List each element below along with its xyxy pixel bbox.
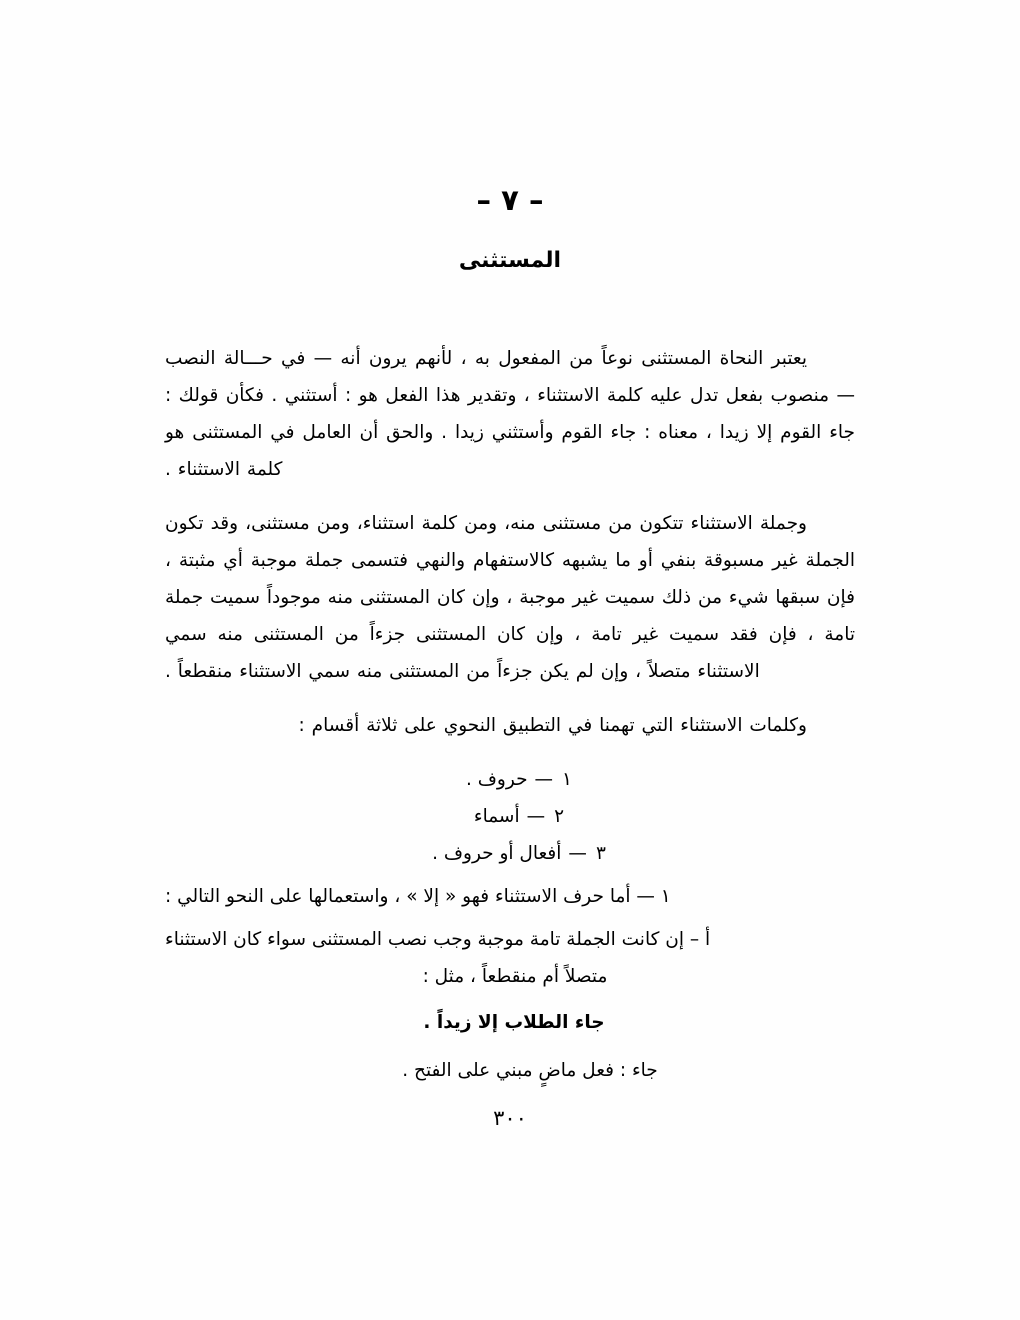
list-item-label: حروف . (465, 769, 528, 790)
rule-a-line-2: متصلاً أم منقطعاً ، مثل : (422, 966, 608, 987)
paragraph-2: وجملة الاستثناء تتكون من مستثنى منه، ومن كلمة استثناء، ومن مستثنى، وقد تكون الجملة غير مسبوقة بنفي أو ما يشبهه كالاستفهام والنهي فتسمى جملة موجبة أي مثبتة ، فإن سبقها شيء من ذلك سميت غير موجبة ، وإن كان المستثنى منه موجوداً سميت جملة تامة ، فإن فقد سميت غير تامة ، وإن كان المستثنى جزءاً من المستثنى منه سمي الاستثناء متصلاً ، وإن لم يكن جزءاً من المستثنى منه سمي الاستثناء منقطعاً . (165, 513, 855, 682)
example-parse: جاء : فعل ماضٍ مبني على الفتح . (402, 1060, 658, 1081)
kinds-list (165, 761, 855, 872)
list-item-label: أفعال أو حروف . (432, 843, 562, 864)
list-item-dash: — (526, 806, 546, 827)
body-text-block (165, 340, 855, 1089)
list-item (165, 761, 855, 798)
paragraph-1: يعتبر النحاة المستثنى نوعاً من المفعول به ، لأنهم يرون أنه — في حـــالة النصب — منصوب بفعل تدل عليه كلمة الاستثناء ، وتقدير هذا الفعل هو : أستثني . فكأن قولك : جاء القوم إلا زيدا ، معناه : جاء القوم وأستثني زيدا . والحق أن العامل في المستثنى هو كلمة الاستثناء . (165, 348, 855, 480)
page-number: ٣٠٠ (493, 1106, 527, 1130)
list-item-marker: ٣ (595, 843, 606, 864)
list-item-marker: ٢ (554, 806, 565, 827)
section-number-heading: – ٧ – (476, 183, 544, 217)
list-item (165, 835, 855, 872)
rule-a-line-1: أ – إن كانت الجملة تامة موجبة وجب نصب المستثنى سواء كان الاستثناء (165, 929, 711, 950)
list-item-dash: — (534, 769, 554, 790)
list-item-marker: ١ (562, 769, 572, 790)
list-item (165, 798, 855, 835)
list-item-dash: — (568, 843, 587, 864)
list-item-label: أسماء (473, 806, 520, 827)
rule-one: ١ — أما حرف الاستثناء فهو « إلا » ، واستعمالها على النحو التالي : (165, 886, 671, 907)
paragraph-3-intro: وكلمات الاستثناء التي تهمنا في التطبيق النحوي على ثلاثة أقسام : (298, 715, 807, 736)
example-sentence: جاء الطلاب إلا زيداً . (423, 1012, 605, 1033)
page-title: المستثنى (458, 248, 562, 273)
